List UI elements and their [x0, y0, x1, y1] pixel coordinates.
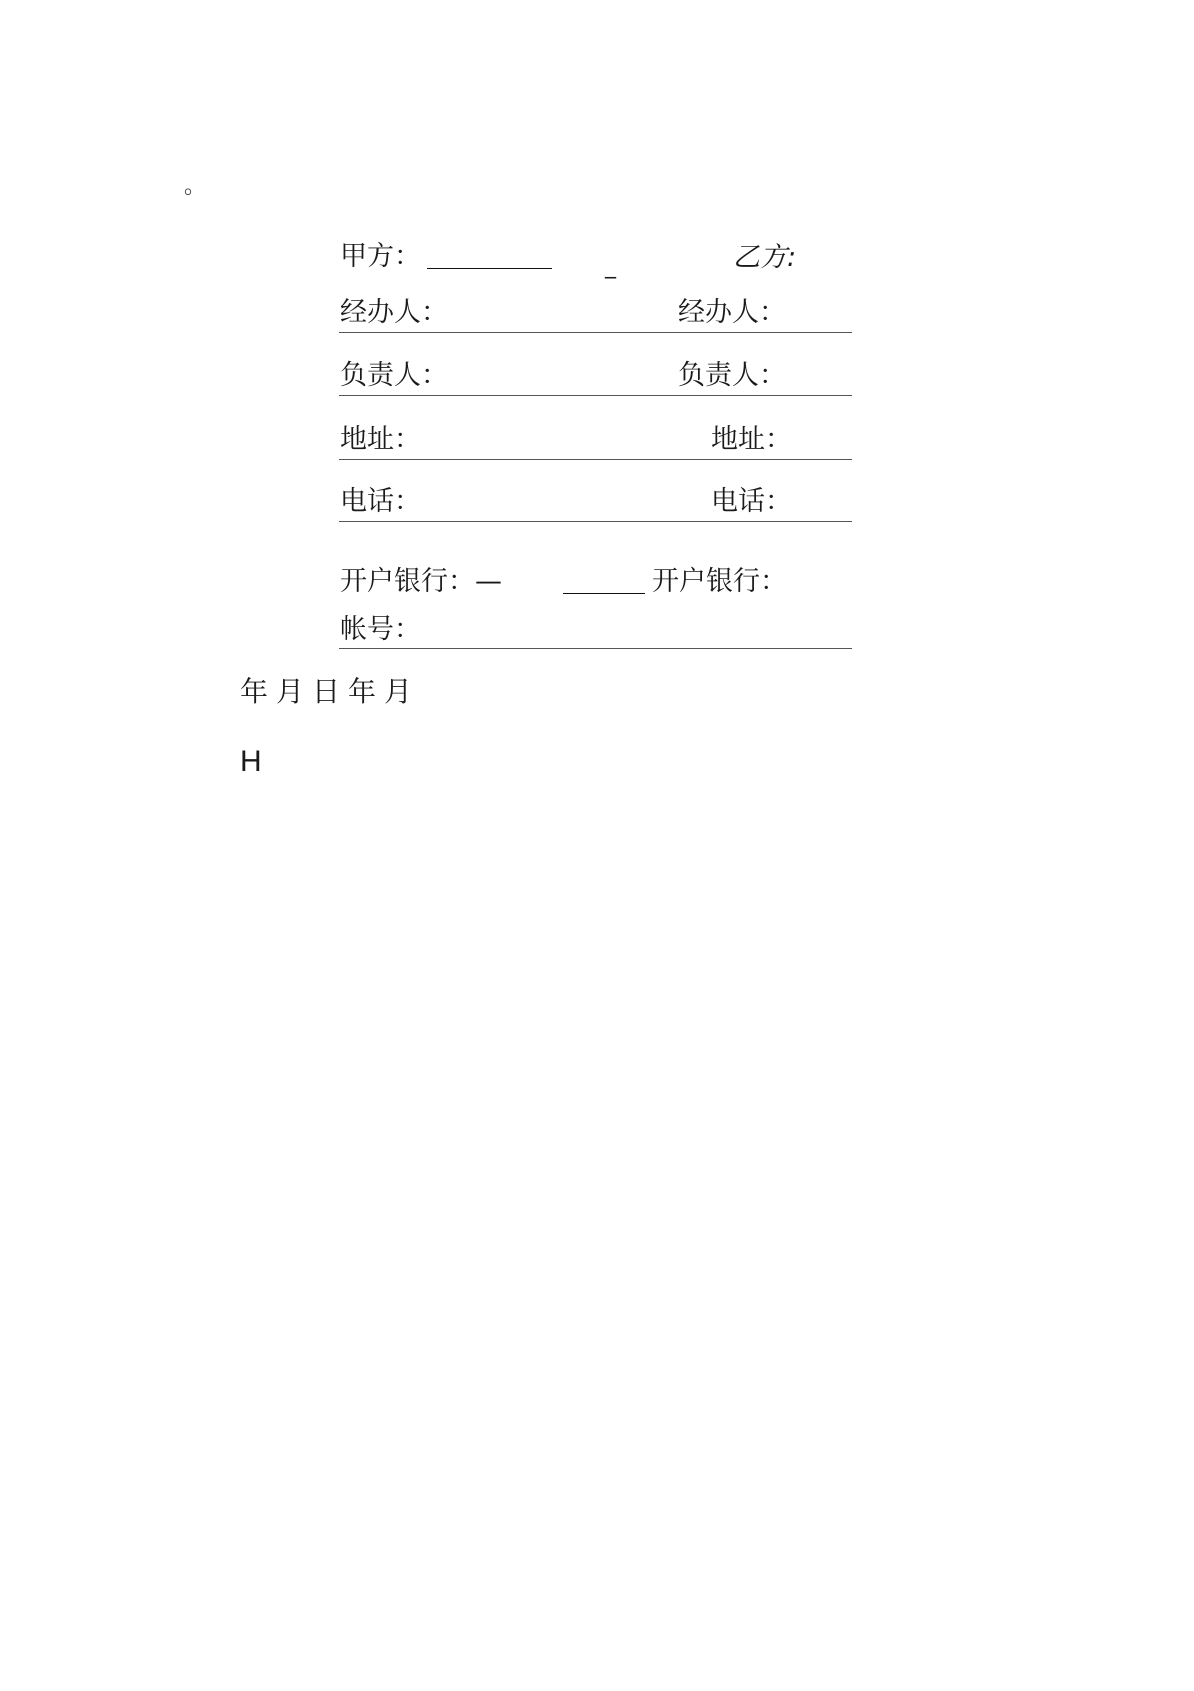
- address-rule: [339, 459, 852, 460]
- bank-left-label: 开户银行：—: [340, 566, 502, 597]
- handler-rule: [339, 332, 852, 333]
- phone-right-label: 电话：: [711, 486, 792, 517]
- bank-right-label: 开户银行：: [652, 566, 787, 597]
- party-a-label: 甲方：: [340, 241, 421, 272]
- party-b-label: 乙方:: [733, 242, 797, 273]
- account-rule: [339, 648, 852, 649]
- principal-right-label: 负责人：: [678, 360, 786, 391]
- principal-rule: [339, 395, 852, 396]
- address-right-label: 地址：: [711, 424, 792, 455]
- principal-left-label: 负责人：: [340, 360, 448, 391]
- letter-h: H: [240, 745, 262, 778]
- account-label: 帐号：: [340, 614, 421, 645]
- phone-rule: [339, 521, 852, 522]
- address-left-label: 地址：: [340, 424, 421, 455]
- date-line: 年月日年月: [240, 675, 421, 708]
- handler-right-label: 经办人：: [678, 297, 786, 328]
- bank-underline: [563, 593, 645, 594]
- handler-left-label: 经办人：: [340, 297, 448, 328]
- phone-left-label: 电话：: [340, 486, 421, 517]
- party-a-underline: [427, 268, 552, 269]
- top-mark: 。: [184, 174, 207, 199]
- party-a-blank-mark: _: [605, 254, 616, 279]
